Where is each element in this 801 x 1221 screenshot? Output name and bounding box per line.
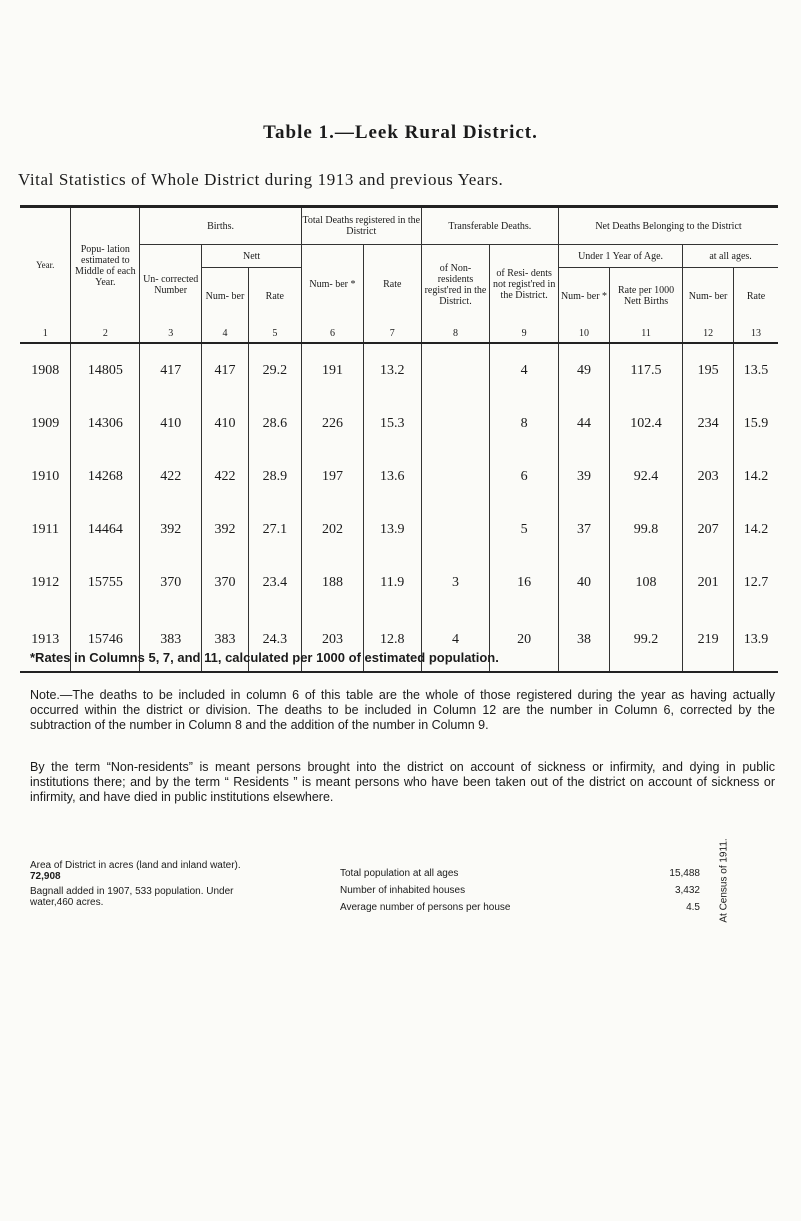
cell-all-rate: 13.9 bbox=[734, 609, 778, 672]
cell-nett: 410 bbox=[202, 397, 249, 450]
cell-year: 1913 bbox=[20, 609, 71, 672]
header-nonresidents: of Non- residents regist'red in the District. bbox=[421, 245, 490, 325]
cell-inf-num: 39 bbox=[559, 450, 610, 503]
col-num: 5 bbox=[248, 324, 301, 343]
area-added: Bagnall added in 1907, 533 population. Under water,460 acres. bbox=[30, 886, 234, 908]
cell-population: 14268 bbox=[71, 450, 140, 503]
col-num: 12 bbox=[683, 324, 734, 343]
houses-label: Number of inhabited houses bbox=[340, 885, 466, 896]
table-row bbox=[20, 343, 778, 397]
area-block bbox=[30, 860, 270, 908]
cell-uncorrected: 422 bbox=[140, 450, 202, 503]
cell-birth-rate: 27.1 bbox=[248, 503, 301, 556]
cell-all-num: 195 bbox=[683, 343, 734, 397]
cell-death-rate: 13.2 bbox=[363, 343, 421, 397]
cell-all-num: 201 bbox=[683, 556, 734, 609]
table-row bbox=[20, 397, 778, 450]
cell-year: 1909 bbox=[31, 415, 60, 431]
cell-birth-rate: 23.4 bbox=[248, 556, 301, 609]
table-row bbox=[20, 450, 778, 503]
total-population-label: Total population at all ages bbox=[340, 868, 459, 879]
col-num: 3 bbox=[140, 324, 202, 343]
cell-nonres: 3 bbox=[421, 556, 490, 609]
table-row bbox=[20, 503, 778, 556]
col-num: 10 bbox=[559, 324, 610, 343]
cell-inf-rate: 92.4 bbox=[609, 450, 682, 503]
cell-all-num: 203 bbox=[683, 450, 734, 503]
average-value: 4.5 bbox=[686, 902, 700, 913]
cell-inf-rate: 99.2 bbox=[609, 609, 682, 672]
cell-nonres bbox=[421, 343, 490, 397]
census-text: At Census of 1911. bbox=[718, 838, 730, 923]
cell-inf-num: 40 bbox=[559, 556, 610, 609]
col-num: 6 bbox=[301, 324, 363, 343]
cell-all-num: 219 bbox=[683, 609, 734, 672]
cell-inf-num: 44 bbox=[559, 397, 610, 450]
cell-death-rate: 12.8 bbox=[363, 609, 421, 672]
header-all-rate: Rate bbox=[734, 268, 778, 325]
header-infant-rate: Rate per 1000 Nett Births bbox=[609, 268, 682, 325]
cell-nonres: 4 bbox=[421, 609, 490, 672]
cell-birth-rate: 28.6 bbox=[248, 397, 301, 450]
header-total-deaths: Total Deaths registered in the District bbox=[301, 207, 421, 245]
census-label bbox=[704, 838, 752, 923]
cell-birth-rate: 24.3 bbox=[248, 609, 301, 672]
cell-deaths: 197 bbox=[301, 450, 363, 503]
header-residents: of Resi- dents not regist'red in the District. bbox=[490, 245, 559, 325]
cell-death-rate: 15.3 bbox=[363, 397, 421, 450]
cell-all-num: 207 bbox=[683, 503, 734, 556]
population-block bbox=[340, 868, 700, 913]
cell-deaths: 191 bbox=[301, 343, 363, 397]
table-row bbox=[20, 556, 778, 609]
total-population-value: 15,488 bbox=[669, 868, 700, 879]
cell-res: 16 bbox=[490, 556, 559, 609]
cell-uncorrected: 410 bbox=[140, 397, 202, 450]
header-births: Births. bbox=[140, 207, 302, 245]
cell-nonres bbox=[421, 503, 490, 556]
col-num: 8 bbox=[421, 324, 490, 343]
header-under1: Under 1 Year of Age. bbox=[559, 245, 683, 268]
cell-res: 20 bbox=[490, 609, 559, 672]
cell-res: 4 bbox=[490, 343, 559, 397]
cell-inf-rate: 102.4 bbox=[609, 397, 682, 450]
col-num: 9 bbox=[490, 324, 559, 343]
note-paragraph: Note.—The deaths to be included in column 6 of this table are the whole of those registered during the year as having actually occurred within the district or division. The deaths to be included in Column 12 are the number in Column 6, corrected by the subtraction of the number in Column 8 and the addition of the number in Column 9. bbox=[30, 688, 775, 732]
cell-death-rate: 11.9 bbox=[363, 556, 421, 609]
cell-uncorrected: 383 bbox=[140, 609, 202, 672]
cell-year: 1912 bbox=[31, 574, 60, 590]
cell-deaths: 203 bbox=[301, 609, 363, 672]
cell-population: 14805 bbox=[71, 343, 140, 397]
cell-all-rate: 13.5 bbox=[734, 343, 778, 397]
header-all-number: Num- ber bbox=[683, 268, 734, 325]
average-label: Average number of persons per house bbox=[340, 902, 511, 913]
cell-nett: 392 bbox=[202, 503, 249, 556]
cell-uncorrected: 417 bbox=[140, 343, 202, 397]
cell-nett: 422 bbox=[202, 450, 249, 503]
cell-inf-rate: 99.8 bbox=[609, 503, 682, 556]
col-num: 1 bbox=[42, 327, 48, 339]
cell-population: 15755 bbox=[71, 556, 140, 609]
col-num: 2 bbox=[71, 324, 140, 343]
cell-inf-num: 38 bbox=[559, 609, 610, 672]
cell-nett: 417 bbox=[202, 343, 249, 397]
cell-nonres bbox=[421, 450, 490, 503]
col-num: 7 bbox=[363, 324, 421, 343]
header-deaths-number: Num- ber * bbox=[301, 245, 363, 325]
cell-deaths: 188 bbox=[301, 556, 363, 609]
cell-population: 14306 bbox=[71, 397, 140, 450]
vital-statistics-table bbox=[20, 205, 778, 673]
cell-res: 6 bbox=[490, 450, 559, 503]
cell-inf-rate: 108 bbox=[609, 556, 682, 609]
cell-inf-num: 49 bbox=[559, 343, 610, 397]
header-net-deaths: Net Deaths Belonging to the District bbox=[559, 207, 778, 245]
cell-all-rate: 14.2 bbox=[734, 450, 778, 503]
table-body bbox=[20, 343, 778, 672]
cell-deaths: 226 bbox=[301, 397, 363, 450]
area-label: Area of District in acres (land and inland water). bbox=[30, 860, 241, 871]
cell-deaths: 202 bbox=[301, 503, 363, 556]
cell-inf-rate: 117.5 bbox=[609, 343, 682, 397]
cell-year: 1911 bbox=[31, 521, 59, 537]
cell-uncorrected: 392 bbox=[140, 503, 202, 556]
area-value: 72,908 bbox=[30, 871, 61, 882]
page-subtitle: Vital Statistics of Whole District during 1913 and previous Years. bbox=[18, 170, 504, 189]
cell-all-num: 234 bbox=[683, 397, 734, 450]
cell-nett: 383 bbox=[202, 609, 249, 672]
cell-nett: 370 bbox=[202, 556, 249, 609]
cell-all-rate: 14.2 bbox=[734, 503, 778, 556]
col-num: 4 bbox=[202, 324, 249, 343]
col-num: 11 bbox=[609, 324, 682, 343]
cell-uncorrected: 370 bbox=[140, 556, 202, 609]
cell-all-rate: 15.9 bbox=[734, 397, 778, 450]
houses-value: 3,432 bbox=[674, 885, 700, 896]
cell-death-rate: 13.6 bbox=[363, 450, 421, 503]
cell-population: 14464 bbox=[71, 503, 140, 556]
cell-inf-num: 37 bbox=[559, 503, 610, 556]
cell-population: 15746 bbox=[71, 609, 140, 672]
header-nett: Nett bbox=[202, 245, 302, 268]
header-nett-number: Num- ber bbox=[202, 268, 249, 325]
page-title: Table 1.—Leek Rural District. bbox=[263, 122, 538, 143]
footnote: *Rates in Columns 5, 7, and 11, calculated per 1000 of estimated population. bbox=[30, 650, 499, 665]
header-population: Popu- lation estimated to Middle of each Year. bbox=[71, 207, 140, 325]
header-allages: at all ages. bbox=[683, 245, 778, 268]
header-nett-rate: Rate bbox=[248, 268, 301, 325]
header-deaths-rate: Rate bbox=[363, 245, 421, 325]
col-num: 13 bbox=[734, 324, 778, 343]
cell-res: 8 bbox=[490, 397, 559, 450]
cell-year: 1910 bbox=[31, 468, 60, 484]
cell-birth-rate: 28.9 bbox=[248, 450, 301, 503]
header-infant-number: Num- ber * bbox=[559, 268, 610, 325]
header-uncorrected: Un- corrected Number bbox=[140, 245, 202, 325]
header-year: Year. bbox=[36, 260, 55, 271]
cell-birth-rate: 29.2 bbox=[248, 343, 301, 397]
cell-death-rate: 13.9 bbox=[363, 503, 421, 556]
cell-res: 5 bbox=[490, 503, 559, 556]
cell-all-rate: 12.7 bbox=[734, 556, 778, 609]
header-transferable: Transferable Deaths. bbox=[421, 207, 558, 245]
cell-nonres bbox=[421, 397, 490, 450]
cell-year: 1908 bbox=[31, 362, 60, 378]
definition-paragraph: By the term “Non-residents” is meant persons brought into the district on account of sickness or infirmity, and dying in public institutions there; and by the term “ Residents ” is meant persons who have been taken out of the district on account of sickness or infirmity, and have died in public institutions elsewhere. bbox=[30, 760, 775, 804]
